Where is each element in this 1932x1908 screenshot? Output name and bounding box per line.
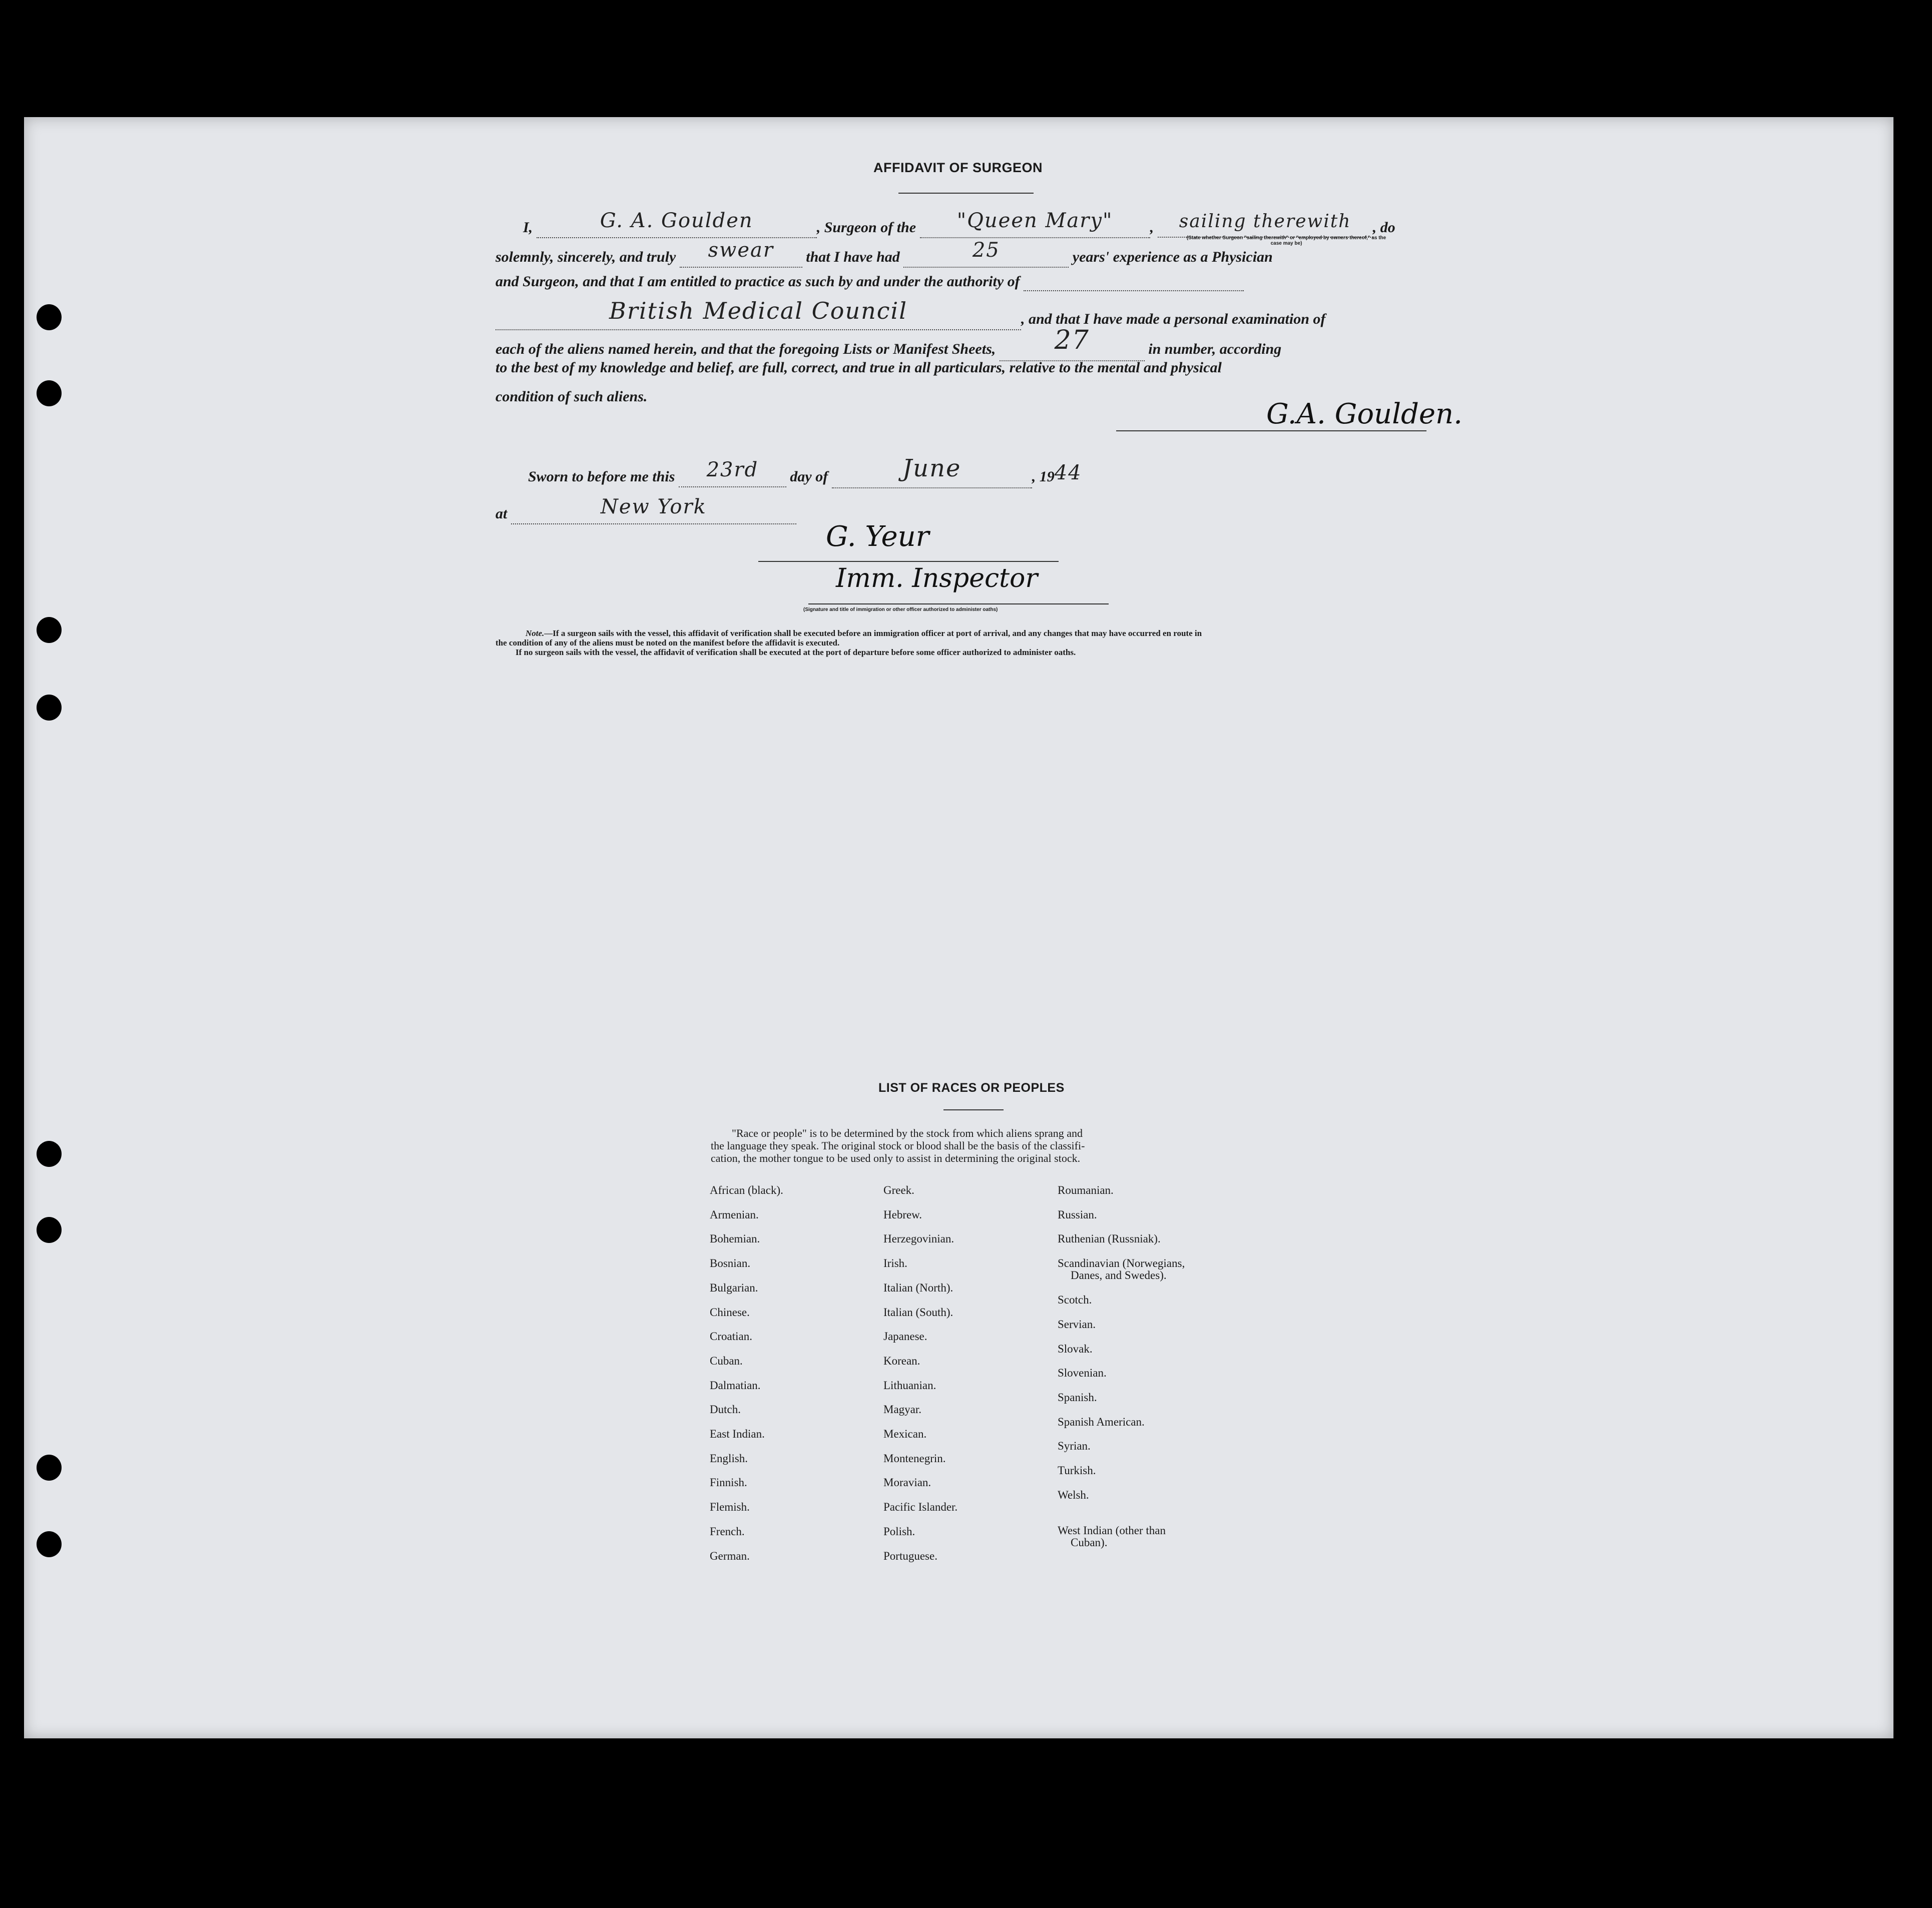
race-item: Hebrew.: [883, 1208, 922, 1221]
punch-hole: [37, 1455, 62, 1481]
officer-title-line: [808, 603, 1109, 604]
line7-text: condition of such aliens.: [496, 388, 648, 405]
race-item: Irish.: [883, 1257, 907, 1270]
race-item: French.: [710, 1525, 745, 1538]
note-label: Note.: [526, 628, 545, 638]
race-item: Herzegovinian.: [883, 1232, 954, 1245]
sworn-month: June: [902, 454, 961, 482]
race-item: Mexican.: [883, 1428, 927, 1440]
race-item: Slovenian.: [1058, 1367, 1107, 1380]
sworn-mid: day of: [790, 468, 828, 485]
place-field: [511, 495, 796, 524]
affidavit-line-3: [496, 273, 1429, 291]
surgeon-name-field: [537, 209, 817, 238]
race-item: West Indian (other than: [1058, 1524, 1166, 1537]
sworn-line: [528, 454, 1229, 488]
race-item: Croatian.: [710, 1330, 752, 1343]
race-item: Spanish.: [1058, 1391, 1097, 1404]
race-item: Finnish.: [710, 1476, 747, 1489]
race-item: Ruthenian (Russniak).: [1058, 1232, 1161, 1245]
affidavit-note-line-2: the condition of any of the aliens must be noted on the manifest before the affidavit is executed.: [496, 638, 840, 648]
line5-prefix: each of the aliens named herein, and that the foregoing Lists or Manifest Sheets,: [496, 341, 996, 357]
race-item: Syrian.: [1058, 1440, 1091, 1453]
race-item: Dalmatian.: [710, 1379, 761, 1392]
races-title: LIST OF RACES OR PEOPLES: [878, 1081, 1065, 1095]
race-item: Pacific Islander.: [883, 1501, 958, 1514]
race-item: English.: [710, 1452, 748, 1465]
race-item: Flemish.: [710, 1501, 750, 1514]
affidavit-line-1: [496, 209, 1429, 238]
line3-text: and Surgeon, and that I am entitled to practice as such by and under the authority of: [496, 273, 1020, 290]
affidavit-title: AFFIDAVIT OF SURGEON: [873, 160, 1043, 175]
race-item: Danes, and Swedes).: [1071, 1269, 1167, 1282]
authority-blank: [1024, 273, 1244, 291]
race-item: Bosnian.: [710, 1257, 751, 1270]
sworn-place-line: [496, 495, 846, 524]
race-item: Cuban.: [710, 1354, 743, 1367]
race-item: Bohemian.: [710, 1232, 760, 1245]
race-item: Slovak.: [1058, 1342, 1093, 1355]
oath-word: swear: [708, 239, 774, 262]
affidavit-line-4: [496, 297, 1429, 330]
line1-mid2: ,: [1150, 219, 1154, 236]
line4-suffix: , and that I have made a personal examination of: [1021, 311, 1326, 327]
surgeon-signature-line: [1116, 430, 1426, 431]
punch-hole: [37, 695, 62, 721]
affidavit-note-line-3: If no surgeon sails with the vessel, the affidavit of verification shall be executed at the port of departure before some officer authorized to administer oaths.: [516, 648, 1076, 657]
race-item: Welsh.: [1058, 1488, 1089, 1501]
line2-mid: that I have had: [806, 249, 900, 265]
line1-prefix: I,: [523, 219, 533, 236]
sworn-year-prefix: , 19: [1032, 468, 1055, 485]
race-item: German.: [710, 1549, 750, 1562]
authority-name: British Medical Council: [609, 297, 907, 324]
race-item: Italian (South).: [883, 1306, 953, 1319]
line1-mid1: , Surgeon of the: [816, 219, 916, 236]
sheets-count: 27: [1054, 325, 1090, 355]
race-item: Spanish American.: [1058, 1415, 1145, 1428]
race-item: East Indian.: [710, 1428, 765, 1440]
sworn-day: 23rd: [706, 458, 759, 481]
race-item: Greek.: [883, 1184, 914, 1196]
officer-signature-line: [758, 561, 1059, 562]
oath-field: [680, 239, 802, 268]
race-item: Moravian.: [883, 1476, 931, 1489]
vessel-name: "Queen Mary": [956, 209, 1113, 232]
line5-suffix: in number, according: [1148, 341, 1282, 357]
race-item: Russian.: [1058, 1208, 1097, 1221]
officer-caption: (Signature and title of immigration or other officer authorized to administer oaths): [803, 607, 998, 612]
race-item: Italian (North).: [883, 1281, 953, 1294]
race-item: Scotch.: [1058, 1294, 1092, 1307]
punch-hole: [37, 1531, 62, 1557]
authority-field: [496, 297, 1021, 330]
race-item: Servian.: [1058, 1318, 1096, 1331]
affidavit-line-6: [496, 359, 1429, 376]
race-item: Polish.: [883, 1525, 915, 1538]
race-item: Japanese.: [883, 1330, 927, 1343]
race-item: Roumanian.: [1058, 1184, 1114, 1196]
affidavit-line-5: [496, 325, 1429, 361]
race-item: Magyar.: [883, 1403, 922, 1416]
race-item: Bulgarian.: [710, 1281, 758, 1294]
race-item: Armenian.: [710, 1208, 759, 1221]
line1-suffix: , do: [1372, 219, 1395, 236]
race-item: Chinese.: [710, 1306, 750, 1319]
race-item: Lithuanian.: [883, 1379, 936, 1392]
line2-prefix: solemnly, sincerely, and truly: [496, 249, 676, 265]
at-prefix: at: [496, 505, 508, 522]
punch-hole: [37, 1141, 62, 1167]
races-intro-line-1: "Race or people" is to be determined by the stock from which aliens sprang and: [732, 1127, 1083, 1139]
surgeon-signature: G.A. Goulden.: [1266, 398, 1463, 430]
note-text-1: —If a surgeon sails with the vessel, this affidavit of verification shall be executed before an immigration officer at port of arrival, and any changes that may have occurred en route in: [544, 628, 1202, 638]
sworn-year: 44: [1054, 461, 1082, 484]
punch-hole: [37, 1217, 62, 1243]
race-item: Portuguese.: [883, 1549, 937, 1562]
surgeon-name: G. A. Goulden: [600, 209, 753, 232]
race-item: Korean.: [883, 1354, 920, 1367]
race-item: Scandinavian (Norwegians,: [1058, 1257, 1185, 1270]
race-item: Cuban).: [1071, 1536, 1108, 1549]
race-item: Turkish.: [1058, 1464, 1096, 1477]
race-item: Dutch.: [710, 1403, 741, 1416]
sailing-note: (State whether Surgeon "sailing therewith" or "employed by owners thereof," as the case may be): [1186, 235, 1386, 246]
punch-hole: [37, 380, 62, 406]
sailing-status: sailing therewith: [1179, 211, 1351, 232]
vessel-field: [920, 209, 1150, 238]
line2-suffix: years' experience as a Physician: [1072, 249, 1273, 265]
sworn-prefix: Sworn to before me this: [528, 468, 675, 485]
sworn-month-field: [832, 454, 1032, 488]
years-field: [903, 239, 1069, 268]
sworn-place: New York: [600, 495, 707, 518]
officer-title: Imm. Inspector: [836, 563, 1038, 593]
punch-hole: [37, 304, 62, 330]
officer-signature: G. Yeur: [826, 520, 929, 553]
race-item: African (black).: [710, 1184, 783, 1196]
title-underline: [898, 193, 1034, 194]
races-intro-line-2: the language they speak. The original stock or blood shall be the basis of the classifi-: [711, 1139, 1085, 1152]
sworn-day-field: [679, 458, 786, 487]
years-experience: 25: [972, 239, 1000, 262]
races-title-underline: [943, 1109, 1004, 1110]
race-item: Montenegrin.: [883, 1452, 946, 1465]
punch-hole: [37, 617, 62, 643]
affidavit-note-line-1: [526, 628, 1202, 638]
sheets-field: [1000, 325, 1145, 361]
sailing-field: [1158, 211, 1373, 238]
races-intro-line-3: cation, the mother tongue to be used only to assist in determining the original stock.: [711, 1152, 1081, 1164]
line6-text: to the best of my knowledge and belief, are full, correct, and true in all particulars, relative to the mental and physical: [496, 359, 1222, 376]
